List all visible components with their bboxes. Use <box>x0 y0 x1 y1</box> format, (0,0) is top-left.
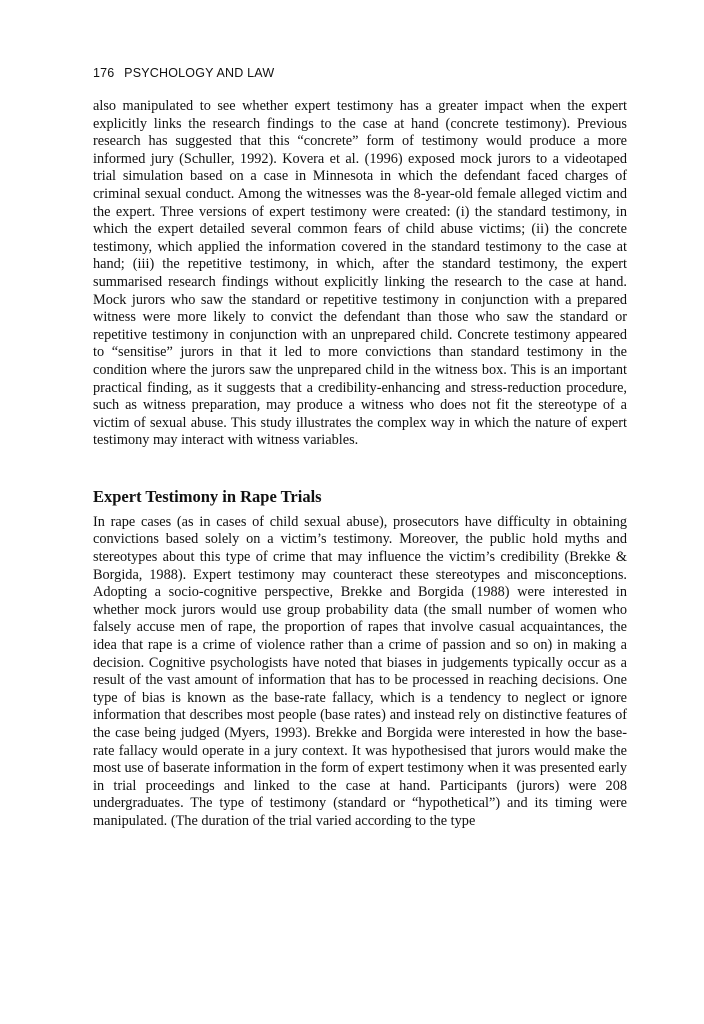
page-number: 176 <box>93 66 115 80</box>
body-paragraph-1: also manipulated to see whether expert testimony has a greater impact when the expert explicitly links the research findings to the case at hand (concrete testimony). Previous research has suggested that this “concrete” form of testimony would produce a more informed jury (Schuller, 1992). Kovera et al. (1996) exposed mock jurors to a videotaped trial simulation based on a case in Minnesota in which the defendant faced charges of criminal sexual conduct. Among the witnesses was the 8-year-old female alleged victim and the expert. Three versions of expert testimony were created: (i) the standard testimony, in which the expert detailed several common fears of child abuse victims; (ii) the concrete testimony, which applied the information covered in the standard testimony to the case at hand; (iii) the repetitive testimony, in which, after the standard testimony, the expert summarised research findings without explicitly linking the research to the case at hand. Mock jurors who saw the standard or repetitive testimony in conjunction with a prepared witness were more likely to convict the defendant than those who saw the standard or repetitive testimony in conjunction with an unprepared child. Concrete testimony appeared to “sensitise” jurors in that it led to more convictions than standard testimony in the condition where the jurors saw the unprepared child in the witness box. This is an important practical finding, as it suggests that a credibility-enhancing and stress-reduction procedure, such as witness preparation, may produce a witness who does not fit the stereotype of a victim of sexual abuse. This study illustrates the complex way in which the nature of expert testimony may interact with witness variables. <box>93 98 627 449</box>
book-page <box>93 64 627 831</box>
section-heading: Expert Testimony in Rape Trials <box>93 486 322 506</box>
running-head <box>93 64 627 82</box>
running-head-title: PSYCHOLOGY AND LAW <box>124 66 275 80</box>
body-paragraph-2: In rape cases (as in cases of child sexual abuse), prosecutors have difficulty in obtaining convictions based solely on a victim’s testimony. Moreover, the public hold myths and stereotypes about this type of crime that may influence the victim’s credibility (Brekke & Borgida, 1988). Expert testimony may counteract these stereotypes and misconceptions. Adopting a socio-cognitive perspective, Brekke and Borgida (1988) were interested in whether mock jurors would use group probability data (the small number of women who falsely accuse men of rape, the proportion of rapes that involve casual acquaintances, the idea that rape is a crime of violence rather than a crime of passion and so on) in making a decision. Cognitive psychologists have noted that biases in judgements typically occur as a result of the vast amount of information that has to be processed in reaching decisions. One type of bias is known as the base-rate fallacy, which is a tendency to neglect or ignore information that describes most people (base rates) and instead rely on distinctive features of the case being judged (Myers, 1993). Brekke and Borgida were interested in how the base-rate fallacy would operate in a jury context. It was hypothesised that jurors would make the most use of baserate information in the form of expert testimony when it was presented early in trial proceedings and linked to the case at hand. Participants (jurors) were 208 undergraduates. The type of testimony (standard or “hypothetical”) and its timing were manipulated. (The duration of the trial varied according to the type <box>93 513 627 829</box>
